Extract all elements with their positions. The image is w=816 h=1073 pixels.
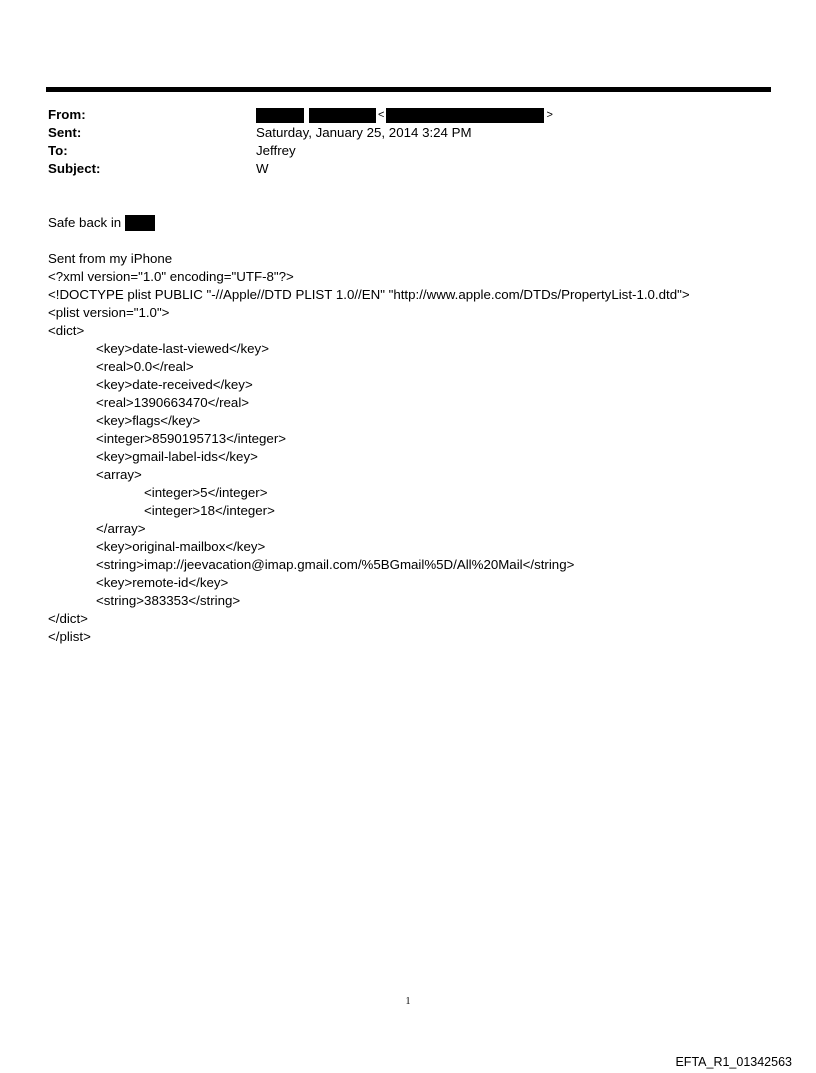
to-row <box>48 142 748 160</box>
redaction-block <box>125 215 155 231</box>
plist-line: <key>original-mailbox</key> <box>96 539 266 554</box>
subject-label: Subject: <box>48 161 101 176</box>
plist-line: <string>383353</string> <box>96 593 241 608</box>
from-value <box>256 106 555 124</box>
subject-row <box>48 160 748 178</box>
plist-line: <key>gmail-label-ids</key> <box>96 449 258 464</box>
plist-close: </plist> <box>48 629 91 644</box>
sent-row <box>48 124 748 142</box>
body-line <box>48 214 788 232</box>
plist-line: <key>date-received</key> <box>96 377 253 392</box>
bates-number: EFTA_R1_01342563 <box>675 1055 792 1069</box>
redaction-block <box>256 108 304 123</box>
body-line: Sent from my iPhone <box>48 251 173 266</box>
plist-line: <string>imap://jeevacation@imap.gmail.com/%5BGmail%5D/All%20Mail</string> <box>96 557 575 572</box>
plist-line: <array> <box>96 467 142 482</box>
dict-close: </dict> <box>48 611 88 626</box>
from-close-bracket: > <box>546 109 553 121</box>
plist-line: <integer>5</integer> <box>144 485 268 500</box>
redaction-block <box>386 108 544 123</box>
sent-label: Sent: <box>48 125 82 140</box>
from-label: From: <box>48 107 86 122</box>
plist-open: <plist version="1.0"> <box>48 305 170 320</box>
page-number: 1 <box>405 996 411 1007</box>
from-row <box>48 106 748 124</box>
plist-line: <real>0.0</real> <box>96 359 194 374</box>
sent-value: Saturday, January 25, 2014 3:24 PM <box>256 125 472 140</box>
plist-line: <integer>18</integer> <box>144 503 275 518</box>
to-value: Jeffrey <box>256 143 296 158</box>
xml-declaration: <?xml version="1.0" encoding="UTF-8"?> <box>48 269 294 284</box>
doctype-line: <!DOCTYPE plist PUBLIC "-//Apple//DTD PLIST 1.0//EN" "http://www.apple.com/DTDs/PropertyList-1.0.dtd"> <box>48 287 690 302</box>
body-text: Safe back in <box>48 215 122 230</box>
plist-line: <key>flags</key> <box>96 413 201 428</box>
subject-value: W <box>256 161 269 176</box>
redaction-block <box>309 108 376 123</box>
to-label: To: <box>48 143 68 158</box>
email-header <box>48 106 748 178</box>
plist-line: <key>date-last-viewed</key> <box>96 341 269 356</box>
header-rule <box>46 87 771 92</box>
plist-line: <integer>8590195713</integer> <box>96 431 287 446</box>
dict-open: <dict> <box>48 323 85 338</box>
plist-line: </array> <box>96 521 146 536</box>
email-body <box>48 214 788 646</box>
plist-line: <key>remote-id</key> <box>96 575 229 590</box>
plist-line: <real>1390663470</real> <box>96 395 250 410</box>
from-open-bracket: < <box>378 109 385 121</box>
